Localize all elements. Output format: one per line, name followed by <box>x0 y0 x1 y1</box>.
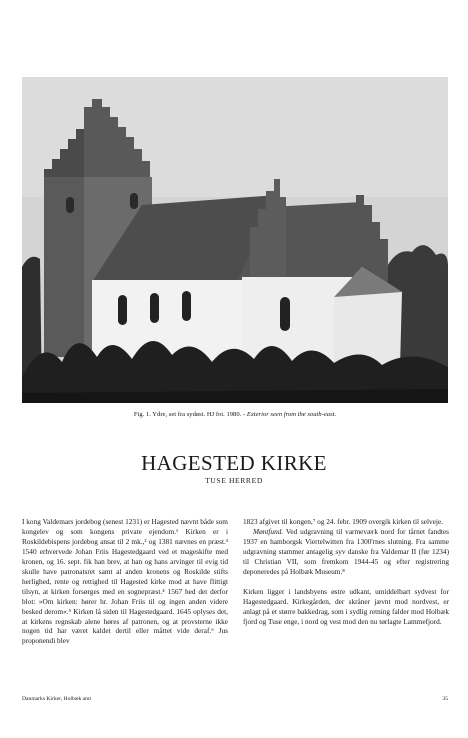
running-footer: Danmarks Kirker, Holbæk amt <box>22 696 92 702</box>
text-column-right <box>243 517 449 627</box>
page-subtitle: TUSE HERRED <box>205 476 263 485</box>
paragraph-continuation: 1823 afgivet til kongen,⁷ og 24. febr. 1909 overgik kirken til selveje. <box>243 517 443 526</box>
paragraph-history: I kong Valdemars jordebog (senest 1231) er Hagested nævnt både som kongelev og som kongens private ejendom.¹ Kirken er i Roskildebispens jordebog ansat til 2 mk.,² og 1381 nævnes en præst.³ 1540 erhvervede Johan Friis Hagestedgaard ved et mageskifte med kronen, og 16. sept. fik han brev, at han og hans arvinger til evig tid skulle have patronatsret samt al anden kronens og Roskilde stifts herlighed, rente og rettighed til Hagested kirke mod at have flittigt tilsyn, at kirken forsørges med en sognepræst.⁴ 1567 hed det derfor blot: »Om kirken: hører hr. Johan Friis til og ingen anden videre besked derom«.⁵ Kirken lå siden til Hagestedgaard. 1645 oplyses det, at kirkens regnskab alene høres af patronen, og at provsterne ikke nogen tid har været kaldet dertil eller måttet vide deraf.⁶ Jus proponendi blev <box>22 517 228 646</box>
text-column-left <box>22 517 228 646</box>
figure-caption <box>22 410 448 419</box>
paragraph-coin-finds <box>243 527 449 577</box>
caption-danish: Fig. 1. Ydre, set fra sydøst. HJ fot. 1980. - <box>133 411 246 418</box>
coin-finds-lead: Møntfund. <box>253 526 284 536</box>
paragraph-location: Kirken ligger i landsbyens østre udkant, umiddelbart sydvest for Hagestedgaard. Kirkegården, der skråner jævnt mod nordvest, er anlagt på et større bakkedrag, som i sydlig retning falder mod Holbæk fjord og Tuse enge, i nord og vest mod den nu tørlagte Lammefjord. <box>243 586 449 626</box>
coin-finds-text: Ved udgravning til varmeværk nord for tårnet fandtes 1937 en hamborgsk Viertelwitten fra 1300'rnes slutning. Fra samme udgravning stammer antagelig syv danske fra Valdemar II (før 1234) til Christian VII, som fremkom 1944-45 og efter registrering deponeredes på Holbæk Museum.⁸ <box>243 526 449 576</box>
page-title: HAGESTED KIRKE <box>141 451 327 475</box>
page-number: 35 <box>442 696 448 702</box>
church-photograph <box>22 77 448 403</box>
caption-english: Exterior seen from the south-east. <box>246 411 337 418</box>
